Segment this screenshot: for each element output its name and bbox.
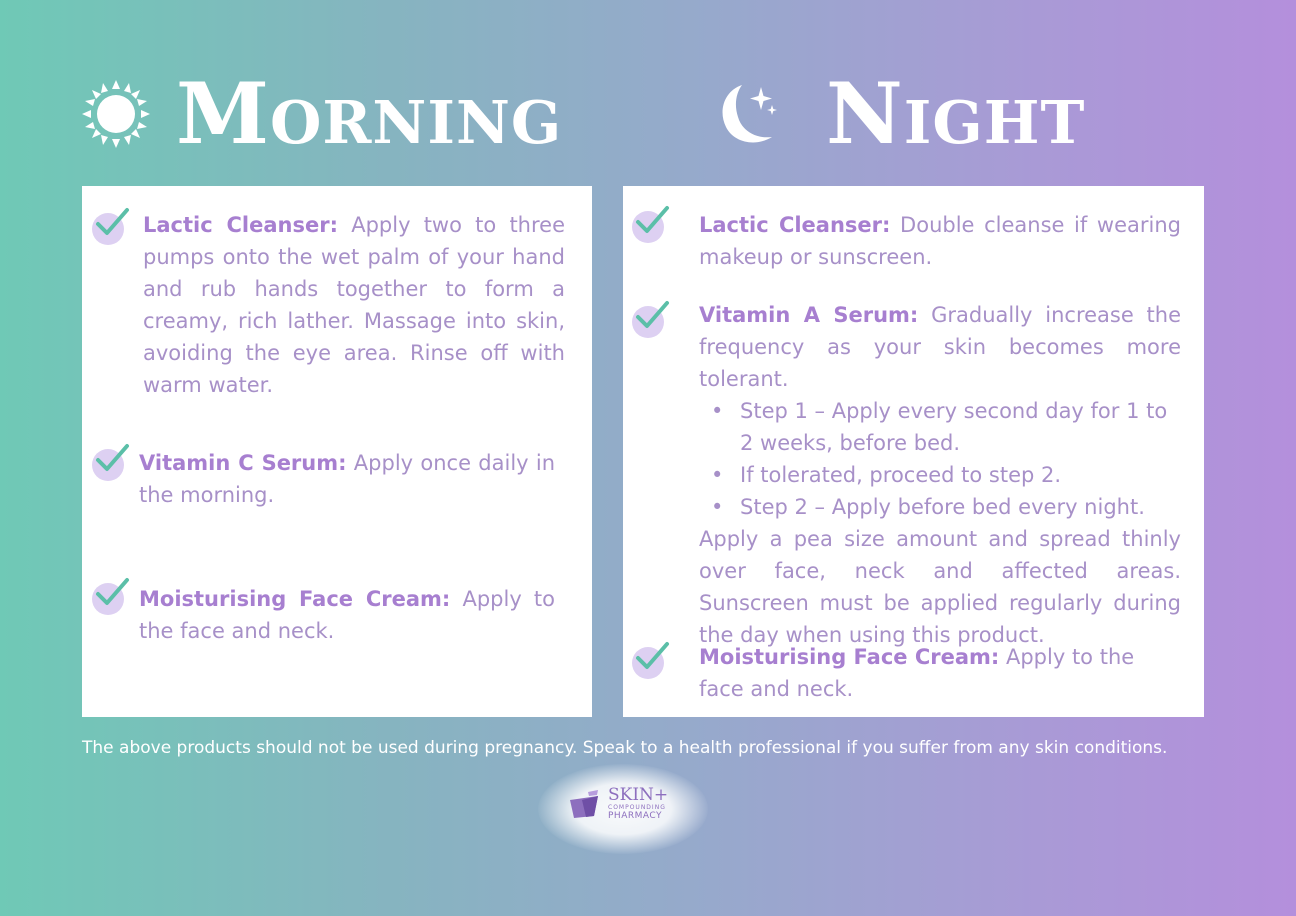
check-icon: [92, 207, 130, 243]
morning-card: [82, 186, 592, 717]
product-name: Moisturising Face Cream:: [139, 587, 451, 611]
product-instructions: Apply two to three pumps onto the wet palm of your hand and rub hands together to form a creamy, rich lather. Massage into skin, avoiding the eye area. Rinse off with warm water.: [143, 213, 565, 397]
night-title: Night: [826, 64, 1086, 163]
night-item-lactic-cleanser: [699, 209, 1181, 273]
vitamin-a-steps: [699, 395, 1181, 523]
product-instructions: Double cleanse if wearing makeup or sunscreen.: [699, 213, 1181, 269]
morning-item-lactic-cleanser: [143, 209, 565, 401]
night-item-moisturising-face-cream: [699, 641, 1181, 705]
mortar-pestle-icon: [568, 790, 602, 820]
product-name: Moisturising Face Cream:: [699, 645, 1000, 669]
sun-icon: [82, 80, 150, 148]
vitamin-a-intro: [699, 299, 1181, 395]
pharmacy-logo: [538, 764, 708, 854]
check-icon: [92, 577, 130, 613]
moon-stars-icon: [716, 79, 782, 149]
vitamin-a-application-note: Apply a pea size amount and spread thinly over face, neck and affected areas. Sunscreen must be applied regularly during the day when using this product.: [699, 527, 1181, 647]
check-icon: [632, 205, 670, 241]
morning-item-vitamin-c-serum: [139, 447, 555, 511]
morning-item-moisturising-face-cream: [139, 583, 555, 647]
product-name: Vitamin C Serum:: [139, 451, 347, 475]
product-instructions: Gradually increase the frequency as your skin becomes more tolerant.: [699, 303, 1181, 391]
product-instructions: Apply once daily in the morning.: [139, 451, 556, 507]
logo-brand: SKIN+: [608, 785, 669, 805]
disclaimer-text: The above products should not be used during pregnancy. Speak to a health professional if you suffer from any skin conditions.: [82, 738, 1168, 758]
logo-subtitle: COMPOUNDING: [608, 804, 666, 811]
product-instructions: Apply to the face and neck.: [699, 645, 1135, 701]
night-heading: [716, 64, 1086, 163]
product-name: Lactic Cleanser:: [143, 213, 338, 237]
step-item: • Step 2 – Apply before bed every night.: [699, 491, 1181, 523]
check-icon: [632, 641, 670, 677]
night-item-vitamin-a-serum: [699, 299, 1181, 651]
morning-heading: [82, 64, 563, 163]
product-name: Vitamin A Serum:: [699, 303, 919, 327]
product-name: Lactic Cleanser:: [699, 213, 891, 237]
check-icon: [632, 300, 670, 336]
night-card: [623, 186, 1204, 717]
step-item: • Step 1 – Apply every second day for 1 to 2 weeks, before bed.: [699, 395, 1181, 459]
logo-subtitle: PHARMACY: [608, 811, 662, 821]
morning-title: Morning: [176, 64, 563, 163]
step-item: • If tolerated, proceed to step 2.: [699, 459, 1181, 491]
check-icon: [92, 443, 130, 479]
product-instructions: Apply to the face and neck.: [139, 587, 555, 643]
